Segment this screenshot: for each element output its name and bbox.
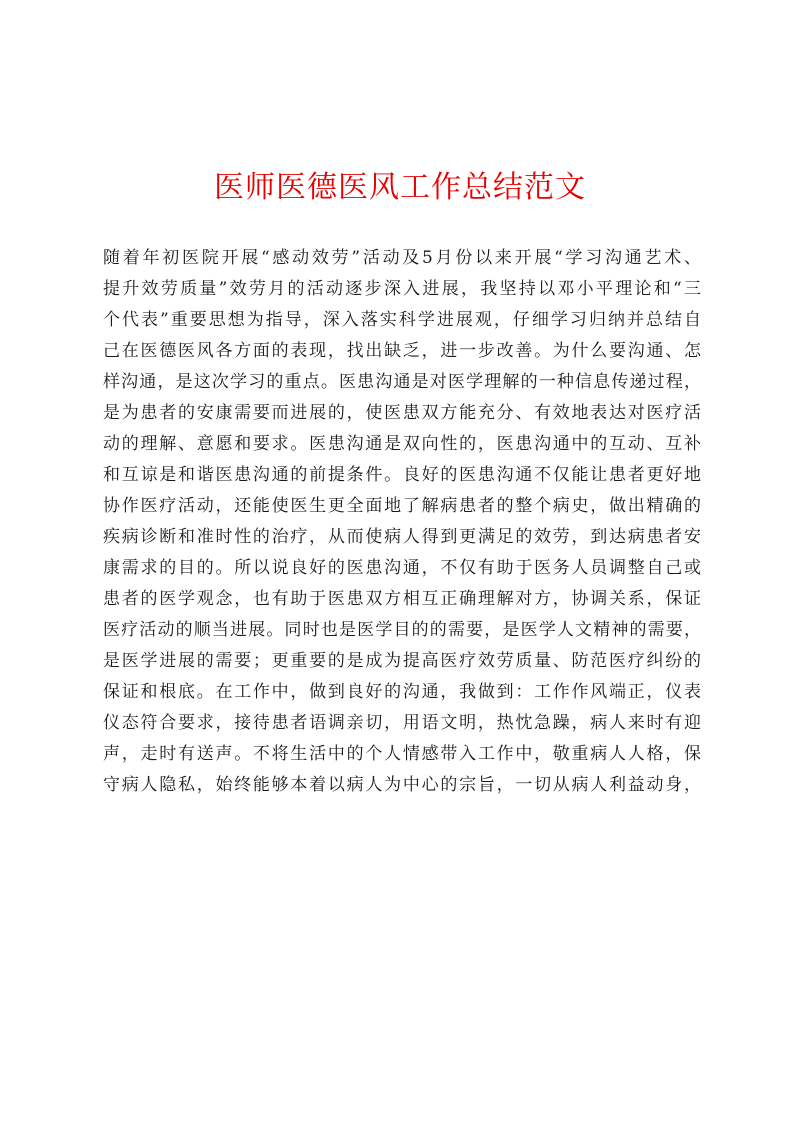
body-line: 提升效劳质量”效劳月的活动逐步深入进展，我坚持以邓小平理论和“三 xyxy=(103,279,701,299)
body-line: 声，走时有送声。不将生活中的个人情感带入工作中，敬重病人人格，保 xyxy=(103,744,701,764)
body-line: 动的理解、意愿和要求。医患沟通是双向性的，医患沟通中的互动、互补 xyxy=(103,434,701,454)
body-line: 随着年初医院开展“感动效劳”活动及5月份以来开展“学习沟通艺术、 xyxy=(103,248,701,268)
document-body xyxy=(103,243,701,801)
body-line: 是医学进展的需要；更重要的是成为提高医疗效劳质量、防范医疗纠纷的 xyxy=(103,651,701,671)
body-line: 协作医疗活动，还能使医生更全面地了解病患者的整个病史，做出精确的 xyxy=(103,496,701,516)
body-line: 己在医德医风各方面的表现，找出缺乏，进一步改善。为什么要沟通、怎 xyxy=(103,341,701,361)
body-line: 个代表”重要思想为指导，深入落实科学进展观，仔细学习归纳并总结自 xyxy=(103,310,701,330)
body-line: 是为患者的安康需要而进展的，使医患双方能充分、有效地表达对医疗活 xyxy=(103,403,701,423)
body-line: 康需求的目的。所以说良好的医患沟通，不仅有助于医务人员调整自己或 xyxy=(103,558,701,578)
body-line: 疾病诊断和准时性的治疗，从而使病人得到更满足的效劳，到达病患者安 xyxy=(103,527,701,547)
body-line: 医疗活动的顺当进展。同时也是医学目的的需要，是医学人文精神的需要， xyxy=(103,620,701,640)
body-line: 和互谅是和谐医患沟通的前提条件。良好的医患沟通不仅能让患者更好地 xyxy=(103,465,701,485)
body-line: 保证和根底。在工作中，做到良好的沟通，我做到：工作作风端正，仪表 xyxy=(103,682,701,702)
body-line: 样沟通，是这次学习的重点。医患沟通是对医学理解的一种信息传递过程， xyxy=(103,372,701,392)
document-title: 医师医德医风工作总结范文 xyxy=(214,170,586,205)
body-line: 仪态符合要求，接待患者语调亲切，用语文明，热忱急躁，病人来时有迎 xyxy=(103,713,701,733)
body-line: 患者的医学观念，也有助于医患双方相互正确理解对方，协调关系，保证 xyxy=(103,589,701,609)
body-line: 守病人隐私，始终能够本着以病人为中心的宗旨，一切从病人利益动身， xyxy=(103,775,701,795)
